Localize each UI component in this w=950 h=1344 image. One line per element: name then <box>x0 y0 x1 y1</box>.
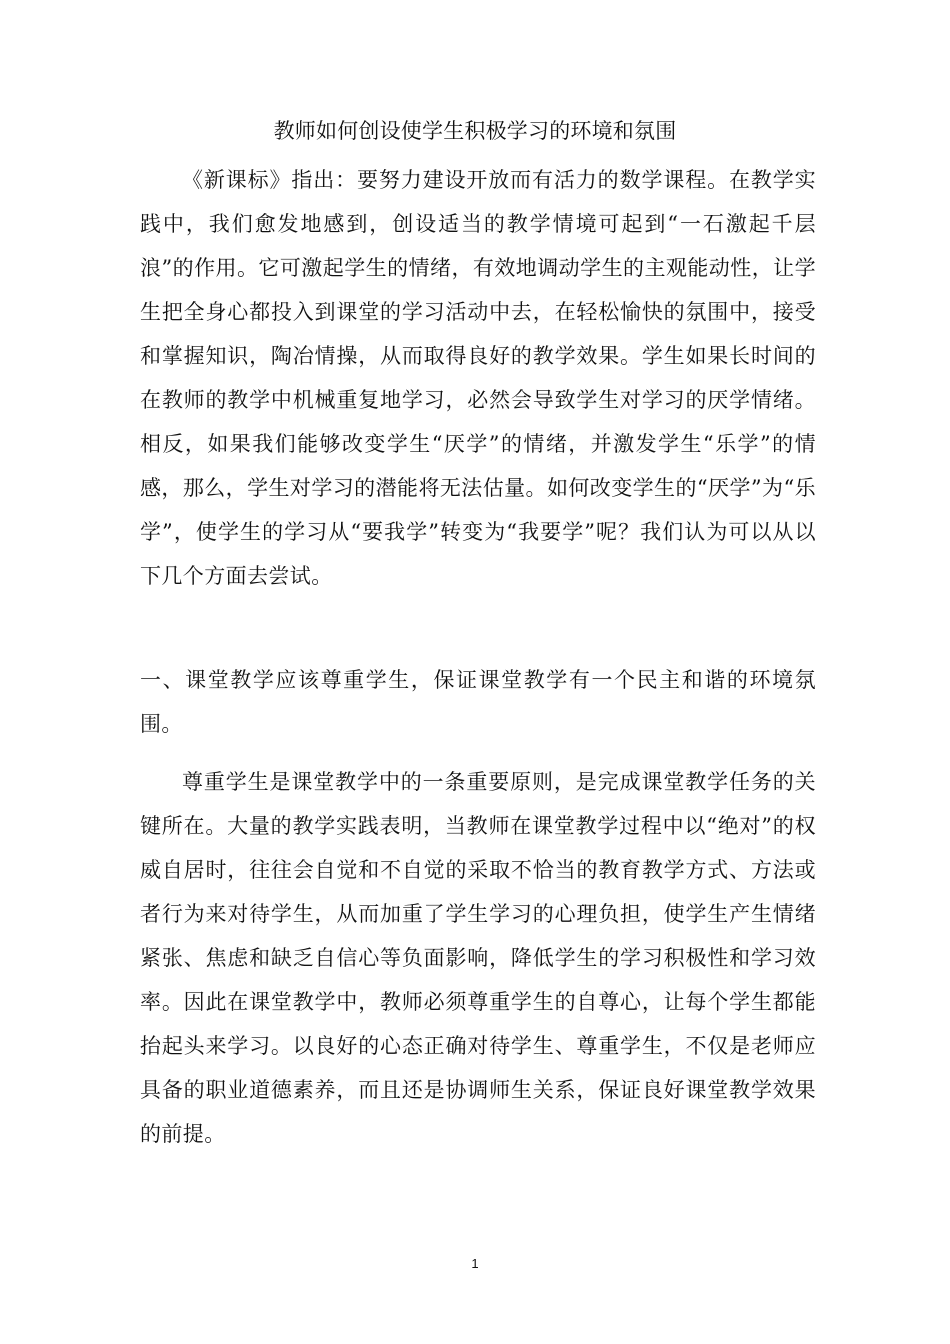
section-heading: 一、课堂教学应该尊重学生，保证课堂教学有一个民主和谐的环境氛围。 <box>140 668 816 736</box>
body-paragraph: 尊重学生是课堂教学中的一条重要原则，是完成课堂教学任务的关键所在。大量的教学实践表明，当教师在课堂教学过程中以“绝对”的权威自居时，往往会自觉和不自觉的采取不恰当的教育教学方式、方法或者行为来对待学生，从而加重了学生学习的心理负担，使学生产生情绪紧张、焦虑和缺乏自信心等负面影响，降低学生的学习积极性和学习效率。因此在课堂教学中，教师必须尊重学生的自尊心，让每个学生都能抬起头来学习。以良好的心态正确对待学生、尊重学生，不仅是老师应具备的职业道德素养，而且还是协调师生关系，保证良好课堂教学效果的前提。 <box>140 770 816 1146</box>
page-number: 1 <box>471 1256 479 1271</box>
intro-paragraph: 《新课标》指出：要努力建设开放而有活力的数学课程。在教学实践中，我们愈发地感到，创设适当的教学情境可起到“一石激起千层浪”的作用。它可激起学生的情绪，有效地调动学生的主观能动性，让学生把全身心都投入到课堂的学习活动中去，在轻松愉快的氛围中，接受和掌握知识，陶冶情操，从而取得良好的教学效果。学生如果长时间的在教师的教学中机械重复地学习，必然会导致学生对学习的厌学情绪。相反，如果我们能够改变学生“厌学”的情绪，并激发学生“乐学”的情感，那么，学生对学习的潜能将无法估量。如何改变学生的“厌学”为“乐学”，使学生的学习从“要我学”转变为“我要学”呢？我们认为可以从以下几个方面去尝试。 <box>140 168 816 588</box>
document-title: 教师如何创设使学生积极学习的环境和氛围 <box>273 119 677 143</box>
